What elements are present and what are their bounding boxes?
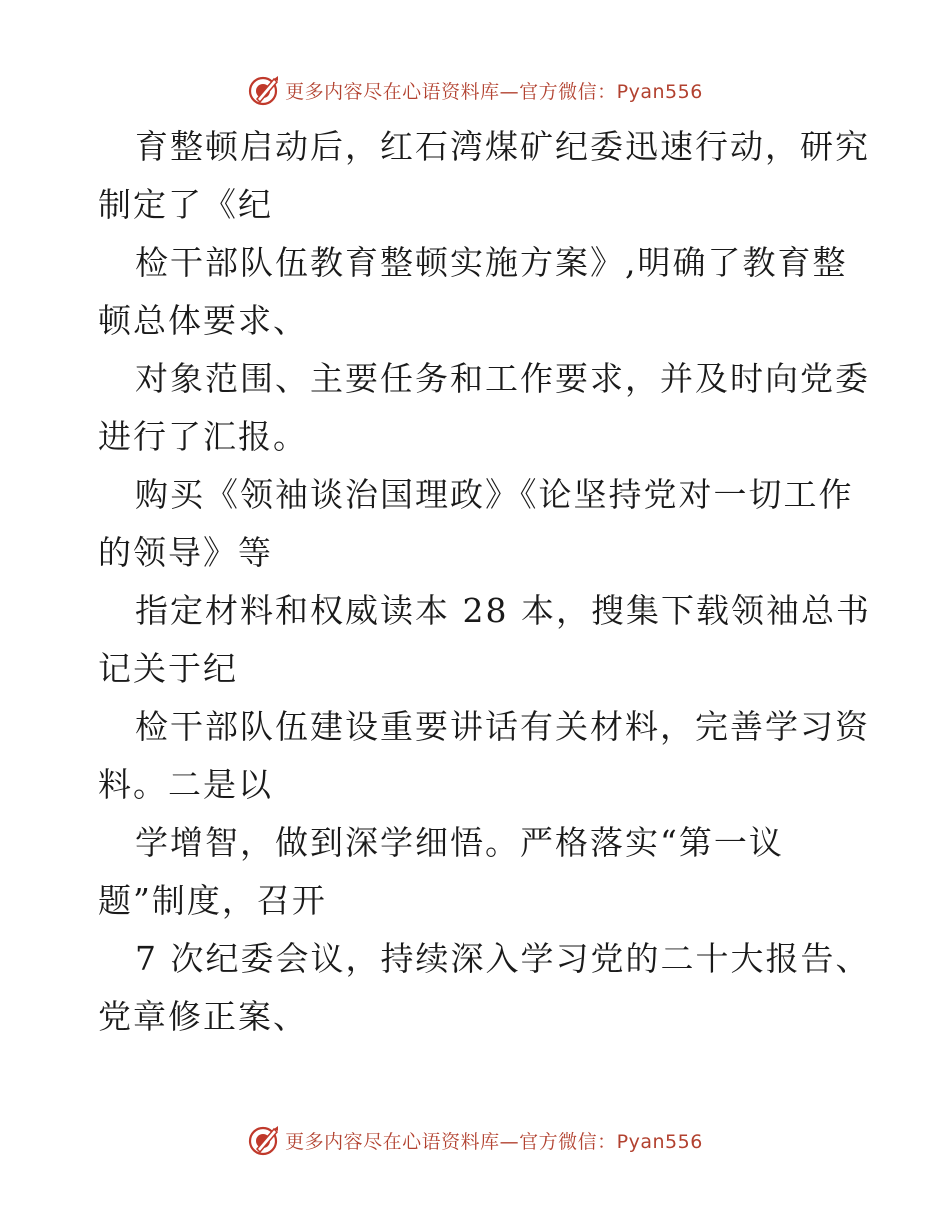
document-body	[98, 118, 871, 1046]
text-line: 检干部队伍教育整顿实施方案》,明确了教育整	[135, 243, 848, 282]
text-line: 学增智，做到深学细悟。严格落实“第一议	[135, 823, 784, 862]
text-line: 记关于纪	[98, 649, 238, 688]
pen-logo-icon	[247, 73, 281, 107]
text-line: 7 次纪委会议，持续深入学习党的二十大报告、	[135, 939, 871, 978]
text-line: 党章修正案、	[98, 997, 308, 1036]
text-line: 指定材料和权威读本 28 本，搜集下载领袖总书	[135, 591, 871, 630]
text-line: 育整顿启动后，红石湾煤矿纪委迅速行动，研究	[135, 127, 870, 166]
header-watermark	[0, 70, 950, 110]
watermark-text: 更多内容尽在心语资料库—官方微信：Pyan556	[285, 1130, 703, 1153]
text-line: 题”制度，召开	[98, 881, 327, 920]
pen-logo-icon	[247, 1123, 281, 1157]
text-line: 购买《领袖谈治国理政》《论坚持党对一切工作	[135, 475, 854, 514]
text-line: 的领导》等	[98, 533, 273, 572]
watermark-text: 更多内容尽在心语资料库—官方微信：Pyan556	[285, 80, 703, 103]
text-line: 顿总体要求、	[98, 301, 308, 340]
text-line: 检干部队伍建设重要讲话有关材料，完善学习资	[135, 707, 870, 746]
text-line: 制定了《纪	[98, 185, 273, 224]
text-line: 料。二是以	[98, 765, 273, 804]
text-line: 对象范围、主要任务和工作要求，并及时向党委	[135, 359, 870, 398]
text-line: 进行了汇报。	[98, 417, 308, 456]
footer-watermark	[0, 1120, 950, 1160]
